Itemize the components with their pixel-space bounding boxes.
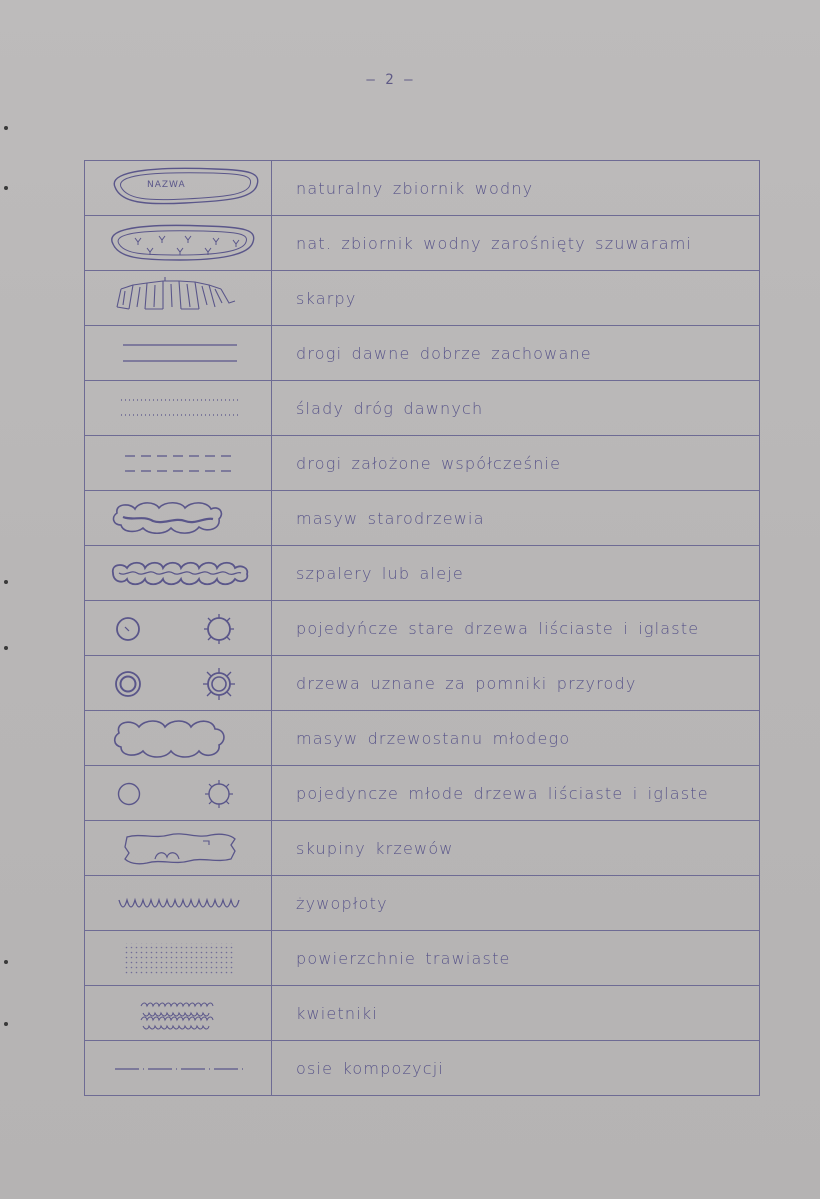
- legend-row: [85, 381, 760, 436]
- legend-row: [85, 326, 760, 381]
- legend-row: [85, 821, 760, 876]
- legend-table: [84, 160, 760, 1096]
- legend-row: [85, 931, 760, 986]
- legend-symbol-cell: [85, 876, 272, 931]
- old-single-trees-icon: [85, 601, 271, 655]
- overgrown-water-body-icon: [85, 216, 271, 270]
- legend-row: [85, 271, 760, 326]
- tree-alley-icon: [85, 546, 271, 600]
- old-road-icon: [85, 326, 271, 380]
- legend-label: osie kompozycji: [272, 1041, 760, 1096]
- legend-row: [85, 491, 760, 546]
- legend-symbol-cell: [85, 656, 272, 711]
- shrub-group-icon: [85, 821, 271, 875]
- legend-label: pojedyńcze stare drzewa liściaste i iglaste: [272, 601, 760, 656]
- legend-label: powierzchnie trawiaste: [272, 931, 760, 986]
- legend-label: drzewa uznane za pomniki przyrody: [272, 656, 760, 711]
- legend-row: [85, 876, 760, 931]
- margin-mark: [4, 646, 8, 650]
- legend-row: [85, 436, 760, 491]
- legend-label: kwietniki: [272, 986, 760, 1041]
- legend-row: [85, 1041, 760, 1096]
- legend-row: [85, 601, 760, 656]
- old-growth-massif-icon: [85, 491, 271, 545]
- legend-row: [85, 161, 760, 216]
- legend-label: naturalny zbiornik wodny: [272, 161, 760, 216]
- young-stand-massif-icon: [85, 711, 271, 765]
- slope-icon: [85, 271, 271, 325]
- legend-row: [85, 766, 760, 821]
- legend-label: nat. zbiornik wodny zarośnięty szuwarami: [272, 216, 760, 271]
- legend-row: [85, 711, 760, 766]
- composition-axis-icon: [85, 1041, 271, 1095]
- natural-monument-tree-icon: [85, 656, 271, 710]
- margin-mark: [4, 960, 8, 964]
- legend-row: [85, 656, 760, 711]
- legend-label: skarpy: [272, 271, 760, 326]
- legend-label: masyw starodrzewia: [272, 491, 760, 546]
- legend-symbol-cell: [85, 1041, 272, 1096]
- legend-label: żywopłoty: [272, 876, 760, 931]
- legend-label: ślady dróg dawnych: [272, 381, 760, 436]
- legend-label: pojedyncze młode drzewa liściaste i iglaste: [272, 766, 760, 821]
- legend-symbol-cell: [85, 601, 272, 656]
- margin-mark: [4, 1022, 8, 1026]
- legend-label: masyw drzewostanu młodego: [272, 711, 760, 766]
- legend-symbol-cell: [85, 326, 272, 381]
- legend-symbol-cell: [85, 931, 272, 986]
- margin-mark: [4, 186, 8, 190]
- modern-road-icon: [85, 436, 271, 490]
- water-body-icon: [85, 161, 271, 215]
- legend-label: szpalery lub aleje: [272, 546, 760, 601]
- legend-label: drogi dawne dobrze zachowane: [272, 326, 760, 381]
- page-number: – 2 –: [366, 72, 414, 88]
- legend-symbol-cell: [85, 271, 272, 326]
- legend-row: [85, 546, 760, 601]
- legend-symbol-cell: [85, 381, 272, 436]
- water-body-name-label: NAZWA: [147, 180, 186, 190]
- legend-symbol-cell: [85, 546, 272, 601]
- legend-row: [85, 986, 760, 1041]
- grass-surface-icon: [85, 931, 271, 985]
- legend-label: drogi założone współcześnie: [272, 436, 760, 491]
- legend-symbol-cell: [85, 436, 272, 491]
- young-single-trees-icon: [85, 766, 271, 820]
- hedge-icon: [85, 876, 271, 930]
- margin-mark: [4, 580, 8, 584]
- legend-symbol-cell: [85, 821, 272, 876]
- flower-bed-icon: [85, 986, 271, 1040]
- legend-symbol-cell: [85, 216, 272, 271]
- margin-mark: [4, 126, 8, 130]
- legend-symbol-cell: [85, 711, 272, 766]
- legend-row: [85, 216, 760, 271]
- legend-symbol-cell: [85, 491, 272, 546]
- legend-label: skupiny krzewów: [272, 821, 760, 876]
- legend-symbol-cell: [85, 161, 272, 216]
- legend-symbol-cell: [85, 766, 272, 821]
- old-road-traces-icon: [85, 381, 271, 435]
- legend-symbol-cell: [85, 986, 272, 1041]
